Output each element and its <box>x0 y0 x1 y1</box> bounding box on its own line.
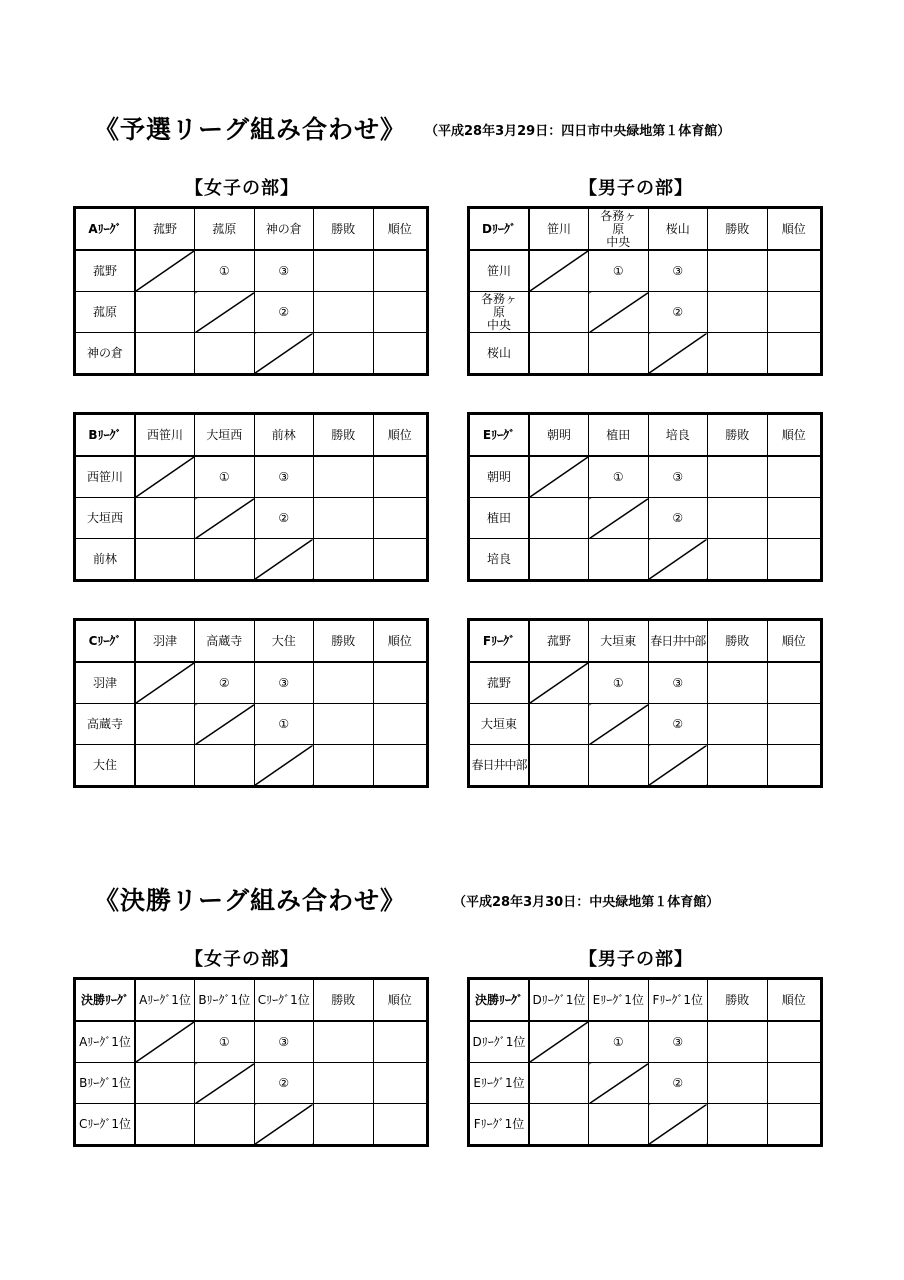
win-loss-cell <box>314 498 374 539</box>
row-team: 桜山 <box>469 333 530 375</box>
col-team: 笹川 <box>529 208 589 251</box>
col-team: 西笹川 <box>135 414 195 457</box>
win-loss-cell <box>314 250 374 292</box>
diagonal-cell <box>135 250 195 292</box>
col-team: Cﾘｰｸﾞ1位 <box>254 979 314 1022</box>
col-team: Bﾘｰｸﾞ1位 <box>195 979 255 1022</box>
col-team: 大垣東 <box>589 620 649 663</box>
col-rank: 順位 <box>373 414 428 457</box>
rank-cell <box>373 1063 428 1104</box>
win-loss-cell <box>708 1021 768 1063</box>
row-team: 培良 <box>469 539 530 581</box>
diagonal-cell <box>135 662 195 704</box>
col-win-loss: 勝敗 <box>314 979 374 1022</box>
row-team: 大住 <box>75 745 136 787</box>
diagonal-cell <box>195 704 255 745</box>
col-team: Dﾘｰｸﾞ1位 <box>529 979 589 1022</box>
empty-cell <box>135 704 195 745</box>
diagonal-cell <box>648 539 708 581</box>
team-name-line: 原 <box>492 304 505 319</box>
col-win-loss: 勝敗 <box>314 414 374 457</box>
col-team: 春日井中部 <box>648 620 708 663</box>
diagonal-cell <box>648 1104 708 1146</box>
row-team: 笹川 <box>469 250 530 292</box>
row-team: Bﾘｰｸﾞ1位 <box>75 1063 136 1104</box>
diagonal-cell <box>135 1021 195 1063</box>
match-order: ② <box>254 1063 314 1104</box>
match-order: ③ <box>648 1021 708 1063</box>
win-loss-cell <box>314 1104 374 1146</box>
diagonal-cell <box>195 498 255 539</box>
win-loss-cell <box>708 498 768 539</box>
row-team: 高蔵寺 <box>75 704 136 745</box>
col-team: Fﾘｰｸﾞ1位 <box>648 979 708 1022</box>
col-team: 菰野 <box>135 208 195 251</box>
empty-cell <box>135 498 195 539</box>
preliminary-subtitle: （平成28年3月29日：四日市中央緑地第１体育館） <box>425 124 731 139</box>
row-team: 菰原 <box>75 292 136 333</box>
win-loss-cell <box>314 456 374 498</box>
empty-cell <box>195 539 255 581</box>
win-loss-cell <box>708 704 768 745</box>
match-order: ① <box>589 456 649 498</box>
row-team: 菰野 <box>469 662 530 704</box>
col-win-loss: 勝敗 <box>314 620 374 663</box>
empty-cell <box>135 539 195 581</box>
row-team: Eﾘｰｸﾞ1位 <box>469 1063 530 1104</box>
rank-cell <box>373 662 428 704</box>
col-win-loss: 勝敗 <box>708 979 768 1022</box>
diagonal-cell <box>648 333 708 375</box>
col-team: 高蔵寺 <box>195 620 255 663</box>
col-team: Aﾘｰｸﾞ1位 <box>135 979 195 1022</box>
win-loss-cell <box>314 292 374 333</box>
preliminary-women-title: 【女子の部】 <box>185 178 299 199</box>
league-d-table <box>467 206 823 376</box>
row-team: 朝明 <box>469 456 530 498</box>
win-loss-cell <box>708 1104 768 1146</box>
row-team: 菰野 <box>75 250 136 292</box>
match-order: ③ <box>254 662 314 704</box>
diagonal-cell <box>254 1104 314 1146</box>
row-team: Cﾘｰｸﾞ1位 <box>75 1104 136 1146</box>
match-order: ① <box>195 456 255 498</box>
empty-cell <box>135 745 195 787</box>
rank-cell <box>767 1063 822 1104</box>
row-team: 西笹川 <box>75 456 136 498</box>
empty-cell <box>529 539 589 581</box>
col-team <box>589 208 649 251</box>
rank-cell <box>767 250 822 292</box>
league-c-table <box>73 618 429 788</box>
rank-cell <box>767 498 822 539</box>
diagonal-cell <box>648 745 708 787</box>
match-order: ② <box>648 1063 708 1104</box>
empty-cell <box>529 333 589 375</box>
match-order: ② <box>254 292 314 333</box>
empty-cell <box>135 1104 195 1146</box>
preliminary-men-title: 【男子の部】 <box>579 178 693 199</box>
diagonal-cell <box>529 662 589 704</box>
col-team: 菰野 <box>529 620 589 663</box>
diagonal-cell <box>254 745 314 787</box>
rank-cell <box>767 456 822 498</box>
row-team: 大垣西 <box>75 498 136 539</box>
team-name-line: 原 <box>612 221 625 236</box>
diagonal-cell <box>529 456 589 498</box>
match-order: ③ <box>254 456 314 498</box>
col-win-loss: 勝敗 <box>708 208 768 251</box>
empty-cell <box>589 1104 649 1146</box>
win-loss-cell <box>708 250 768 292</box>
col-win-loss: 勝敗 <box>314 208 374 251</box>
win-loss-cell <box>708 662 768 704</box>
match-order: ① <box>254 704 314 745</box>
win-loss-cell <box>314 1021 374 1063</box>
col-rank: 順位 <box>767 414 822 457</box>
final-men-title: 【男子の部】 <box>579 949 693 970</box>
rank-cell <box>373 456 428 498</box>
empty-cell <box>529 1063 589 1104</box>
rank-cell <box>767 539 822 581</box>
col-team: 前林 <box>254 414 314 457</box>
win-loss-cell <box>314 662 374 704</box>
team-name-line: 各務ヶ <box>480 291 517 306</box>
rank-cell <box>373 539 428 581</box>
empty-cell <box>589 539 649 581</box>
empty-cell <box>589 333 649 375</box>
league-name: Aﾘｰｸﾞ <box>75 208 136 251</box>
match-order: ③ <box>648 456 708 498</box>
col-team: Eﾘｰｸﾞ1位 <box>589 979 649 1022</box>
win-loss-cell <box>314 745 374 787</box>
match-order: ① <box>589 662 649 704</box>
empty-cell <box>195 745 255 787</box>
empty-cell <box>195 333 255 375</box>
diagonal-cell <box>529 250 589 292</box>
win-loss-cell <box>708 1063 768 1104</box>
win-loss-cell <box>314 1063 374 1104</box>
empty-cell <box>589 745 649 787</box>
match-order: ② <box>648 292 708 333</box>
rank-cell <box>767 292 822 333</box>
win-loss-cell <box>314 539 374 581</box>
diagonal-cell <box>195 1063 255 1104</box>
league-name: 決勝ﾘｰｸﾞ <box>75 979 136 1022</box>
diagonal-cell <box>589 292 649 333</box>
league-a-table <box>73 206 429 376</box>
match-order: ② <box>648 498 708 539</box>
empty-cell <box>529 1104 589 1146</box>
rank-cell <box>767 704 822 745</box>
diagonal-cell <box>135 456 195 498</box>
rank-cell <box>767 333 822 375</box>
col-team: 神の倉 <box>254 208 314 251</box>
final-women-title: 【女子の部】 <box>185 949 299 970</box>
col-rank: 順位 <box>373 620 428 663</box>
row-team: Fﾘｰｸﾞ1位 <box>469 1104 530 1146</box>
col-team: 羽津 <box>135 620 195 663</box>
col-team: 大住 <box>254 620 314 663</box>
empty-cell <box>135 333 195 375</box>
league-name: Cﾘｰｸﾞ <box>75 620 136 663</box>
rank-cell <box>373 745 428 787</box>
rank-cell <box>767 745 822 787</box>
match-order: ③ <box>254 1021 314 1063</box>
col-win-loss: 勝敗 <box>708 620 768 663</box>
match-order: ① <box>589 1021 649 1063</box>
final-men-table <box>467 977 823 1147</box>
league-name: Fﾘｰｸﾞ <box>469 620 530 663</box>
team-name-line: 各務ヶ <box>600 208 637 223</box>
rank-cell <box>767 662 822 704</box>
row-team: Dﾘｰｸﾞ1位 <box>469 1021 530 1063</box>
empty-cell <box>529 704 589 745</box>
diagonal-cell <box>254 333 314 375</box>
diagonal-cell <box>589 498 649 539</box>
row-team: 前林 <box>75 539 136 581</box>
diagonal-cell <box>589 1063 649 1104</box>
win-loss-cell <box>708 456 768 498</box>
final-women-table <box>73 977 429 1147</box>
league-name: Dﾘｰｸﾞ <box>469 208 530 251</box>
final-title: 《決勝リーグ組み合わせ》 <box>94 886 407 915</box>
rank-cell <box>373 333 428 375</box>
row-team: 春日井中部 <box>469 745 530 787</box>
rank-cell <box>767 1021 822 1063</box>
rank-cell <box>373 704 428 745</box>
match-order: ② <box>254 498 314 539</box>
win-loss-cell <box>314 333 374 375</box>
empty-cell <box>135 292 195 333</box>
empty-cell <box>529 745 589 787</box>
league-f-table <box>467 618 823 788</box>
league-b-table <box>73 412 429 582</box>
rank-cell <box>373 292 428 333</box>
col-rank: 順位 <box>767 208 822 251</box>
diagonal-cell <box>529 1021 589 1063</box>
match-order: ① <box>195 1021 255 1063</box>
col-team: 大垣西 <box>195 414 255 457</box>
final-subtitle: （平成28年3月30日：中央緑地第１体育館） <box>453 895 720 910</box>
win-loss-cell <box>708 745 768 787</box>
win-loss-cell <box>708 292 768 333</box>
col-team: 菰原 <box>195 208 255 251</box>
league-e-table <box>467 412 823 582</box>
win-loss-cell <box>708 333 768 375</box>
win-loss-cell <box>708 539 768 581</box>
match-order: ① <box>195 250 255 292</box>
league-name: 決勝ﾘｰｸﾞ <box>469 979 530 1022</box>
match-order: ② <box>195 662 255 704</box>
win-loss-cell <box>314 704 374 745</box>
team-name-line: 中央 <box>606 234 631 249</box>
match-order: ① <box>589 250 649 292</box>
empty-cell <box>529 498 589 539</box>
rank-cell <box>373 250 428 292</box>
row-team: Aﾘｰｸﾞ1位 <box>75 1021 136 1063</box>
col-team: 培良 <box>648 414 708 457</box>
col-rank: 順位 <box>373 979 428 1022</box>
league-name: Bﾘｰｸﾞ <box>75 414 136 457</box>
rank-cell <box>373 498 428 539</box>
empty-cell <box>135 1063 195 1104</box>
team-name-line: 中央 <box>486 317 511 332</box>
empty-cell <box>529 292 589 333</box>
diagonal-cell <box>195 292 255 333</box>
rank-cell <box>373 1021 428 1063</box>
diagonal-cell <box>254 539 314 581</box>
match-order: ③ <box>648 250 708 292</box>
match-order: ③ <box>254 250 314 292</box>
col-team: 朝明 <box>529 414 589 457</box>
rank-cell <box>767 1104 822 1146</box>
col-team: 植田 <box>589 414 649 457</box>
league-name: Eﾘｰｸﾞ <box>469 414 530 457</box>
col-team: 桜山 <box>648 208 708 251</box>
diagonal-cell <box>589 704 649 745</box>
row-team: 植田 <box>469 498 530 539</box>
match-order: ② <box>648 704 708 745</box>
col-rank: 順位 <box>373 208 428 251</box>
rank-cell <box>373 1104 428 1146</box>
preliminary-title: 《予選リーグ組み合わせ》 <box>94 115 407 144</box>
row-team: 大垣東 <box>469 704 530 745</box>
row-team <box>469 292 530 333</box>
col-win-loss: 勝敗 <box>708 414 768 457</box>
match-order: ③ <box>648 662 708 704</box>
row-team: 神の倉 <box>75 333 136 375</box>
empty-cell <box>195 1104 255 1146</box>
col-rank: 順位 <box>767 620 822 663</box>
col-rank: 順位 <box>767 979 822 1022</box>
row-team: 羽津 <box>75 662 136 704</box>
